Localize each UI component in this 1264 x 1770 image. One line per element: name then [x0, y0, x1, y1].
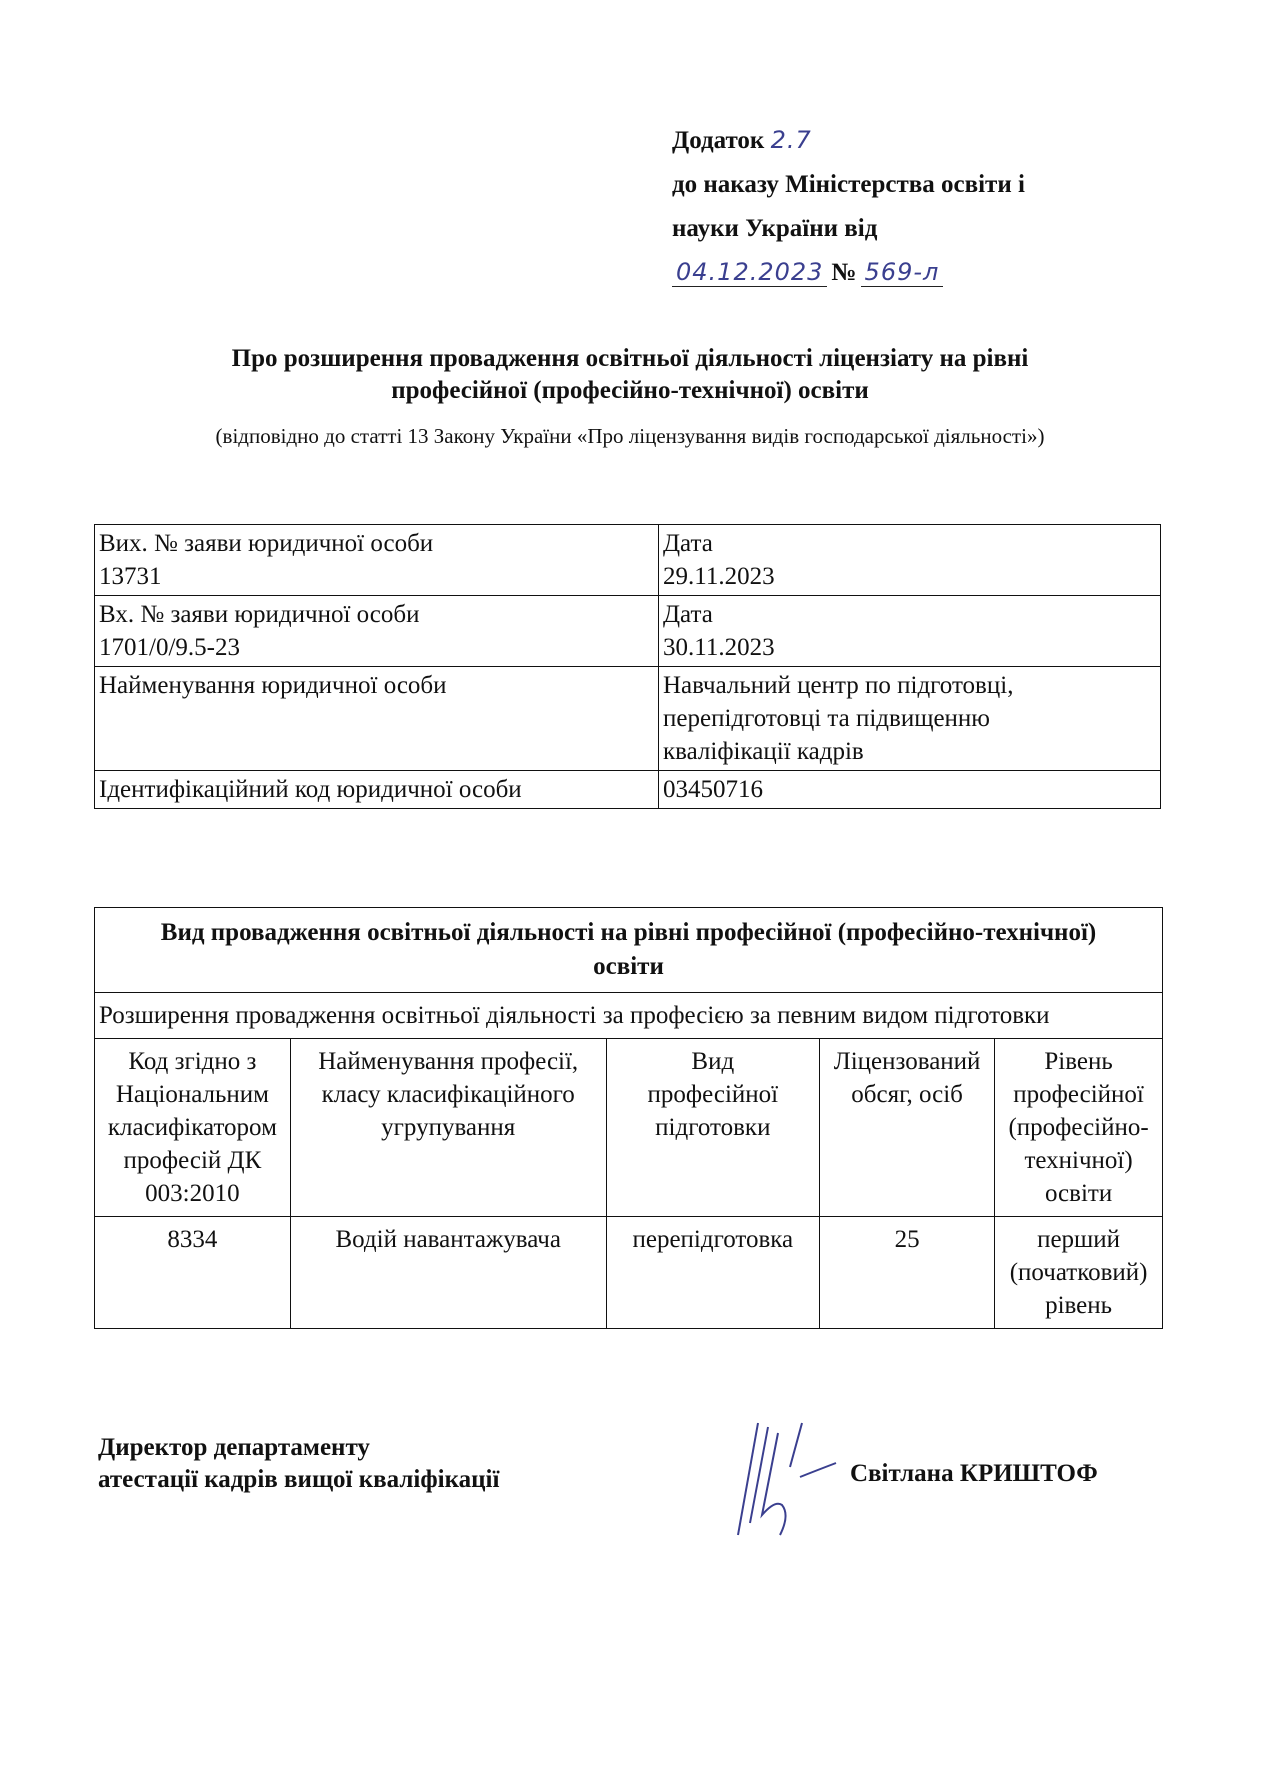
signatory-title-line-1: Директор департаменту	[98, 1434, 370, 1461]
in-date-label: Дата	[663, 601, 713, 628]
table-cell	[659, 596, 1161, 667]
handwritten-signature	[720, 1405, 840, 1545]
row-volume: 25	[820, 1217, 995, 1329]
entity-name-label: Найменування юридичної особи	[95, 667, 659, 771]
title-line-2: професійної (професійно-технічної) освіти	[391, 377, 869, 404]
activity-header: Вид провадження освітньої діяльності на рівні професійної (професійно-технічної) освіти	[95, 908, 1163, 993]
activity-table	[94, 907, 1163, 1329]
appendix-number: 2.7	[770, 126, 812, 154]
appendix-block	[672, 118, 1132, 295]
row-name: Водій навантажувача	[290, 1217, 606, 1329]
table-row	[95, 596, 1161, 667]
document-title	[90, 343, 1170, 407]
entity-name-value: Навчальний центр по підготовці, перепідготовці та підвищенню кваліфікації кадрів	[659, 667, 1161, 771]
entity-code-label: Ідентифікаційний код юридичної особи	[95, 771, 659, 809]
column-header-row	[95, 1039, 1163, 1217]
number-sign: №	[831, 259, 857, 286]
table-row	[95, 1217, 1163, 1329]
appendix-label: Додаток	[672, 127, 765, 154]
title-line-1: Про розширення провадження освітньої діяльності ліцензіату на рівні	[231, 345, 1029, 372]
order-number: 569-л	[861, 258, 944, 287]
out-number-value: 13731	[99, 563, 162, 590]
document-subtitle: (відповідно до статті 13 Закону України «Про ліцензування видів господарської діяльності»)	[215, 424, 1045, 448]
appendix-line-1	[672, 118, 1132, 163]
in-number-value: 1701/0/9.5-23	[99, 634, 240, 661]
row-level: перший (початковий) рівень	[995, 1217, 1163, 1329]
column-header-name: Найменування професії, класу класифікаційного угрупування	[290, 1039, 606, 1217]
table-row	[95, 771, 1161, 809]
entity-code-value: 03450716	[659, 771, 1161, 809]
column-header-code: Код згідно з Національним класифікатором професій ДК 003:2010	[95, 1039, 291, 1217]
row-code: 8334	[95, 1217, 291, 1329]
table-row	[95, 908, 1163, 993]
out-date-label: Дата	[663, 530, 713, 557]
table-cell	[659, 525, 1161, 596]
column-header-level: Рівень професійної (професійно-технічної) освіти	[995, 1039, 1163, 1217]
signatory-title-line-2: атестації кадрів вищої кваліфікації	[98, 1466, 500, 1493]
table-cell	[95, 596, 659, 667]
out-date-value: 29.11.2023	[663, 563, 775, 590]
table-row	[95, 525, 1161, 596]
column-header-volume: Ліцензований обсяг, осіб	[820, 1039, 995, 1217]
appendix-line-4	[672, 251, 1132, 295]
order-date: 04.12.2023	[672, 258, 827, 287]
applicant-table	[94, 524, 1161, 809]
activity-type: Розширення провадження освітньої діяльності за професією за певним видом підготовки	[95, 993, 1163, 1039]
table-row	[95, 993, 1163, 1039]
row-training: перепідготовка	[606, 1217, 819, 1329]
in-number-label: Вх. № заяви юридичної особи	[99, 601, 420, 628]
appendix-line-2: до наказу Міністерства освіти і	[672, 171, 1025, 198]
out-number-label: Вих. № заяви юридичної особи	[99, 530, 434, 557]
signatory-title	[98, 1432, 499, 1496]
table-cell	[95, 525, 659, 596]
column-header-training: Вид професійної підготовки	[606, 1039, 819, 1217]
table-row	[95, 667, 1161, 771]
appendix-line-3: науки України від	[672, 215, 878, 242]
in-date-value: 30.11.2023	[663, 634, 775, 661]
signatory-name: Світлана КРИШТОФ	[850, 1460, 1098, 1487]
